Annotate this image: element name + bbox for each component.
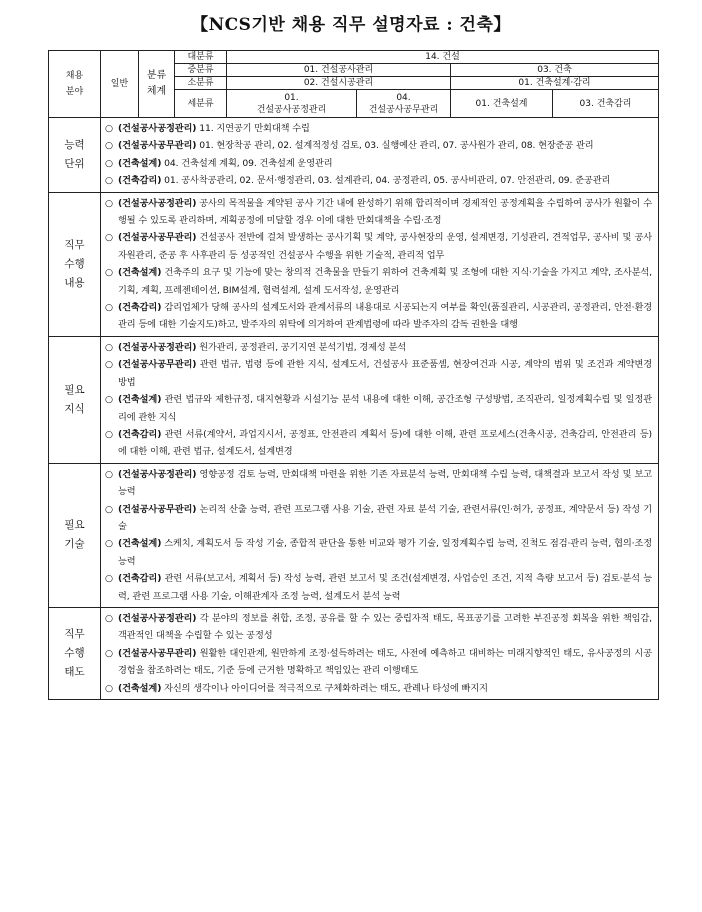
item-category: (건축설계) — [118, 538, 162, 550]
bullet-circle-icon: ○ — [105, 394, 113, 406]
bullet-circle-icon: ○ — [105, 232, 113, 244]
bullet-circle-icon: ○ — [105, 468, 113, 480]
item-category: (건축설계) — [118, 157, 162, 169]
middle-value: 01. 건설공사관리 — [227, 64, 451, 77]
classification-system-label: 분류 체계 — [139, 51, 175, 118]
sub-value: 01. 건설공사공정관리 — [227, 90, 357, 118]
item-category: (건설공사공정관리) — [118, 468, 197, 480]
item-text: 건축주의 요구 및 기능에 맞는 창의적 건축물을 만들기 위하여 건축계획 및 조형에 대한 지식·기술을 가지고 계약, 조사분석, 기획, 계획, 프레젠테이션, BIM설계, 협력설계, 설계 도서작성, 운영관리 — [118, 267, 652, 296]
list-item — [105, 501, 652, 536]
list-item — [105, 339, 652, 356]
item-text: 공사의 목적물을 계약된 공사 기간 내에 완성하기 위해 합리적이며 경제적인 공정계획을 수립하여 공사가 원활이 수행될 수 있도록 관리하며, 계획공정에 미달할 경우 이에 대한 만회대책을 수립·조정 — [118, 197, 652, 227]
item-category: (건축설계) — [118, 267, 162, 279]
list-item — [105, 466, 652, 501]
required-skills-label: 필요 기술 — [49, 463, 101, 607]
item-text: 관련 서류(계약서, 과업지시서, 공정표, 안전관리 계획서 등)에 대한 이해, 관련 프로세스(건축시공, 건축감리, 안전관리 등)에 대한 이해, 관련 법규, 설계도서, 설계변경 — [118, 428, 652, 458]
bullet-circle-icon: ○ — [105, 157, 113, 169]
sub-value: 04. 건설공사공무관리 — [357, 90, 451, 118]
bullet-circle-icon: ○ — [105, 302, 113, 314]
item-text: 01. 공사착공관리, 02. 문서·행정관리, 03. 설계관리, 04. 공정관리, 05. 공사비관리, 07. 안전관리, 09. 준공관리 — [161, 175, 611, 187]
item-category: (건축설계) — [118, 394, 162, 406]
sub-label: 세분류 — [175, 90, 227, 118]
item-text: 원활한 대인관계, 원만하게 조정·설득하려는 태도, 사전에 예측하고 대비하는 미래지향적인 태도, 유사공정의 시공 경험을 참조하려는 태도, 기준 등에 근거한 명확하고 책임있는 관리 이행태도 — [118, 647, 652, 677]
item-category: (건설공사공무관리) — [118, 359, 197, 371]
item-category: (건설공사공정관리) — [118, 197, 197, 209]
item-text: 관련 법규, 법령 등에 관한 지식, 설계도서, 건설공사 표준품셈, 현장여건과 시공, 계약의 범위 및 조건과 계약변경 방법 — [118, 359, 652, 388]
item-category: (건축감리) — [118, 573, 162, 585]
item-category: (건설공사공정관리) — [118, 341, 197, 353]
item-text: 영향공정 검토 능력, 만회대책 마련을 위한 기존 자료분석 능력, 만회대책 수립 능력, 대책결과 보고서 작성 및 보고 능력 — [118, 468, 652, 498]
item-category: (건축감리) — [118, 175, 162, 187]
bullet-circle-icon: ○ — [105, 682, 113, 694]
middle-label: 중분류 — [175, 64, 227, 77]
item-text: 논리적 산출 능력, 관련 프로그램 사용 기술, 관련 자료 분석 기술, 관련서류(인·허가, 공정표, 계약문서 등) 작성 기술 — [118, 503, 652, 532]
list-item — [105, 426, 652, 461]
list-item — [105, 680, 652, 697]
bullet-circle-icon: ○ — [105, 612, 113, 624]
bullet-circle-icon: ○ — [105, 341, 113, 353]
sub-value: 01. 건축설계 — [451, 90, 553, 118]
minor-value: 01. 건축설계·감리 — [451, 77, 659, 90]
job-description-table — [48, 50, 659, 700]
middle-value: 03. 건축 — [451, 64, 659, 77]
bullet-circle-icon: ○ — [105, 123, 113, 134]
item-text: 스케치, 계획도서 등 작성 기술, 종합적 판단을 통한 비교와 평가 기술, 일정계획수립 능력, 진척도 점검·관리 능력, 협의·조정 능력 — [118, 538, 652, 567]
item-text: 11. 지연공기 만회대책 수립 — [196, 123, 310, 134]
item-category: (건설공사공무관리) — [118, 503, 197, 515]
bullet-circle-icon: ○ — [105, 573, 113, 585]
major-label: 대분류 — [175, 51, 227, 64]
item-category: (건축설계) — [118, 682, 162, 694]
item-text: 자신의 생각이나 아이디어를 적극적으로 구체화하려는 태도, 관례나 타성에 빠지지 — [161, 682, 488, 694]
item-category: (건축감리) — [118, 302, 162, 314]
bullet-circle-icon: ○ — [105, 428, 113, 440]
bullet-circle-icon: ○ — [105, 359, 113, 371]
item-text: 건설공사 전반에 걸쳐 발생하는 공사기획 및 계약, 공사현장의 운영, 설계변경, 기성관리, 견적업무, 공사비 및 공사자원관리, 준공 후 사후관리 등 성공적인 건설공사 수행을 위한 기술적, 관리적 업무 — [118, 232, 652, 261]
bullet-circle-icon: ○ — [105, 175, 113, 187]
item-text: 각 분야의 정보를 취합, 조정, 공유를 할 수 있는 중립자적 태도, 목표공기를 고려한 부진공정 회복을 위한 책임감, 객관적인 대책을 수립할 수 있는 공정성 — [118, 612, 652, 642]
ability-units-label: 능력 단위 — [49, 118, 101, 193]
item-text: 관련 서류(보고서, 계획서 등) 작성 능력, 관련 보고서 및 조건(설계변경, 사업승인 조건, 지적 측량 보고서 등) 검토·분석 능력, 관련 프로그램 사용 기술, 이해관계자 조정 능력, 설계도서 분석 능력 — [118, 573, 652, 602]
required-skills-content — [101, 463, 659, 607]
list-item — [105, 172, 652, 189]
item-category: (건설공사공무관리) — [118, 647, 197, 659]
list-item — [105, 155, 652, 172]
item-text: 감리업체가 당해 공사의 설계도서와 관계서류의 내용대로 시공되는지 여부를 확인(품질관리, 시공관리, 공정관리, 안전·환경관리 등에 대한 기술지도)하고, 발주자의 위탁에 의거하여 관계법령에 따라 발주자의 감독 권한을 대행 — [118, 302, 652, 331]
bullet-circle-icon: ○ — [105, 197, 113, 209]
list-item — [105, 535, 652, 570]
list-item — [105, 137, 652, 154]
page-title: 【NCS기반 채용 직무 설명자료 : 건축】 — [191, 15, 511, 35]
item-category: (건설공사공무관리) — [118, 140, 197, 152]
minor-value: 02. 건설시공관리 — [227, 77, 451, 90]
required-knowledge-content — [101, 336, 659, 463]
recruit-field-label: 채용 분야 — [49, 51, 101, 118]
item-category: (건설공사공정관리) — [118, 612, 197, 624]
item-category: (건축감리) — [118, 428, 162, 440]
item-text: 04. 건축설계 계획, 09. 건축설계 운영관리 — [161, 157, 333, 169]
bullet-circle-icon: ○ — [105, 538, 113, 550]
list-item — [105, 120, 652, 137]
list-item — [105, 299, 652, 334]
item-text: 01. 현장착공 관리, 02. 설계적정성 검토, 03. 실행예산 관리, 07. 공사원가 관리, 08. 현장준공 관리 — [196, 140, 594, 152]
bullet-circle-icon: ○ — [105, 267, 113, 279]
job-content-label: 직무 수행 내용 — [49, 192, 101, 336]
list-item — [105, 645, 652, 680]
bullet-circle-icon: ○ — [105, 647, 113, 659]
required-knowledge-label: 필요 지식 — [49, 336, 101, 463]
list-item — [105, 391, 652, 426]
list-item — [105, 356, 652, 391]
list-item — [105, 229, 652, 264]
item-text: 관련 법규와 제한규정, 대지현황과 시설기능 분석 내용에 대한 이해, 공간조형 구성방법, 조직관리, 일정계획수립 및 일정관리에 관한 지식 — [118, 394, 652, 423]
list-item — [105, 195, 652, 230]
item-category: (건설공사공정관리) — [118, 123, 197, 134]
job-content-content — [101, 192, 659, 336]
major-value: 14. 건설 — [227, 51, 659, 64]
item-text: 원가관리, 공정관리, 공기지연 분석기법, 경제성 분석 — [196, 341, 407, 353]
general-label: 일반 — [101, 51, 139, 118]
bullet-circle-icon: ○ — [105, 503, 113, 515]
list-item — [105, 570, 652, 605]
list-item — [105, 610, 652, 645]
minor-label: 소분류 — [175, 77, 227, 90]
ability-units-content — [101, 118, 659, 193]
bullet-circle-icon: ○ — [105, 140, 113, 152]
item-category: (건설공사공무관리) — [118, 232, 197, 244]
list-item — [105, 264, 652, 299]
job-attitude-content — [101, 607, 659, 699]
sub-value: 03. 건축감리 — [553, 90, 659, 118]
job-attitude-label: 직무 수행 태도 — [49, 607, 101, 699]
